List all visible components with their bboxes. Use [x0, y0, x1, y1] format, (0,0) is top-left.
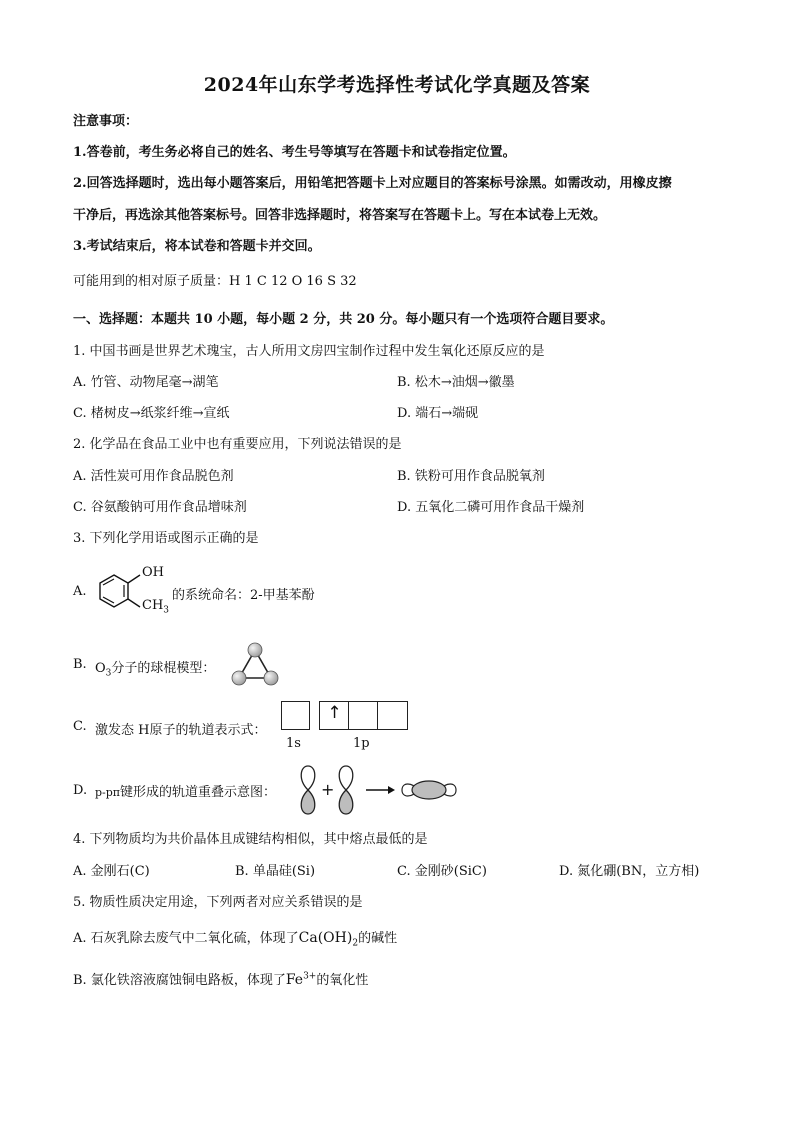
q3-option-b-label: B. [73, 657, 87, 672]
notice-item-1: 1.答卷前，考生务必将自己的姓名、考生号等填写在答题卡和试卷指定位置。 [73, 145, 516, 160]
q3-option-d-text: p-pπ键形成的轨道重叠示意图： [95, 785, 277, 800]
q3-option-c-label: C. [73, 719, 87, 734]
q5-option-b: B. 氯化铁溶液腐蚀铜电路板，体现了$Fe^{3+}$的氧化性 [73, 971, 369, 988]
q3-option-b-text: $O_3$分子的球棍模型： [95, 661, 216, 679]
q4-option-b: B. 单晶硅(Si) [235, 864, 316, 879]
orbital-label-1p: 1p [353, 736, 370, 751]
section-heading-1: 一、选择题：本题共 10 小题，每小题 2 分，共 20 分。每小题只有一个选项符合题目要求。 [73, 312, 614, 327]
q2-option-a: A. 活性炭可用作食品脱色剂 [73, 469, 234, 484]
orbital-box-1p-2 [348, 701, 379, 730]
q3-option-c-text: 激发态 H原子的轨道表示式： [95, 723, 267, 738]
q2-stem: 2. 化学品在食品工业中也有重要应用，下列说法错误的是 [73, 437, 402, 452]
q2-option-d: D. 五氧化二磷可用作食品干燥剂 [397, 500, 585, 515]
q3-option-d-label: D. [73, 783, 88, 798]
q2-option-c: C. 谷氨酸钠可用作食品增味剂 [73, 500, 247, 515]
notice-item-2b: 干净后，再选涂其他答案标号。回答非选择题时，将答案写在答题卡上。写在本试卷上无效。 [73, 208, 607, 223]
q4-option-c: C. 金刚砂(SiC) [397, 864, 487, 879]
q1-stem: 1. 中国书画是世界艺术瑰宝，古人所用文房四宝制作过程中发生氧化还原反应的是 [73, 344, 545, 359]
notice-item-2a: 2.回答选择题时，选出每小题答案后，用铅笔把答题卡上对应题目的答案标号涂黑。如需改动，用橡皮擦 [73, 176, 672, 191]
q1-option-c: C. 楮树皮→纸浆纤维→宣纸 [73, 406, 230, 421]
q2-option-b: B. 铁粉可用作食品脱氧剂 [397, 469, 545, 484]
orbital-box-1p-3 [377, 701, 408, 730]
q3-a-oh-label: OH [142, 565, 164, 580]
q1-option-b: B. 松木→油烟→徽墨 [397, 375, 515, 390]
p-orbital-overlap-icon [296, 762, 476, 818]
electron-up-arrow-icon: ↑ [327, 703, 342, 723]
atomic-masses: 可能用到的相对原子质量：H 1 C 12 O 16 S 32 [73, 274, 357, 289]
q1-option-d: D. 端石→端砚 [397, 406, 479, 421]
plus-sign: + [321, 780, 335, 799]
page-title: 2024年山东学考选择性考试化学真题及答案 [203, 74, 591, 96]
q5-option-a: A. 石灰乳除去废气中二氧化硫，体现了$Ca(OH)_2$的碱性 [73, 930, 398, 949]
q4-option-a: A. 金刚石(C) [73, 864, 150, 879]
q3-option-a-text: 的系统命名：2-甲基苯酚 [172, 588, 315, 603]
orbital-box-1s [281, 701, 310, 730]
q1-option-a: A. 竹管、动物尾毫→湖笔 [73, 375, 219, 390]
orbital-box-1p-1 [319, 701, 350, 730]
q3-option-a-label: A. [73, 584, 87, 599]
q4-stem: 4. 下列物质均为共价晶体且成键结构相似，其中熔点最低的是 [73, 832, 428, 847]
q5-stem: 5. 物质性质决定用途，下列两者对应关系错误的是 [73, 895, 363, 910]
notice-item-3: 3.考试结束后，将本试卷和答题卡并交回。 [73, 239, 321, 254]
q4-option-d: D. 氮化硼(BN，立方相) [559, 864, 700, 879]
notice-heading: 注意事项： [73, 114, 139, 129]
orbital-label-1s: 1s [286, 736, 301, 751]
q3-stem: 3. 下列化学用语或图示正确的是 [73, 531, 259, 546]
q3-a-ch3-label: $CH_3$ [142, 598, 170, 616]
ozone-ball-stick-model-icon [226, 640, 284, 690]
